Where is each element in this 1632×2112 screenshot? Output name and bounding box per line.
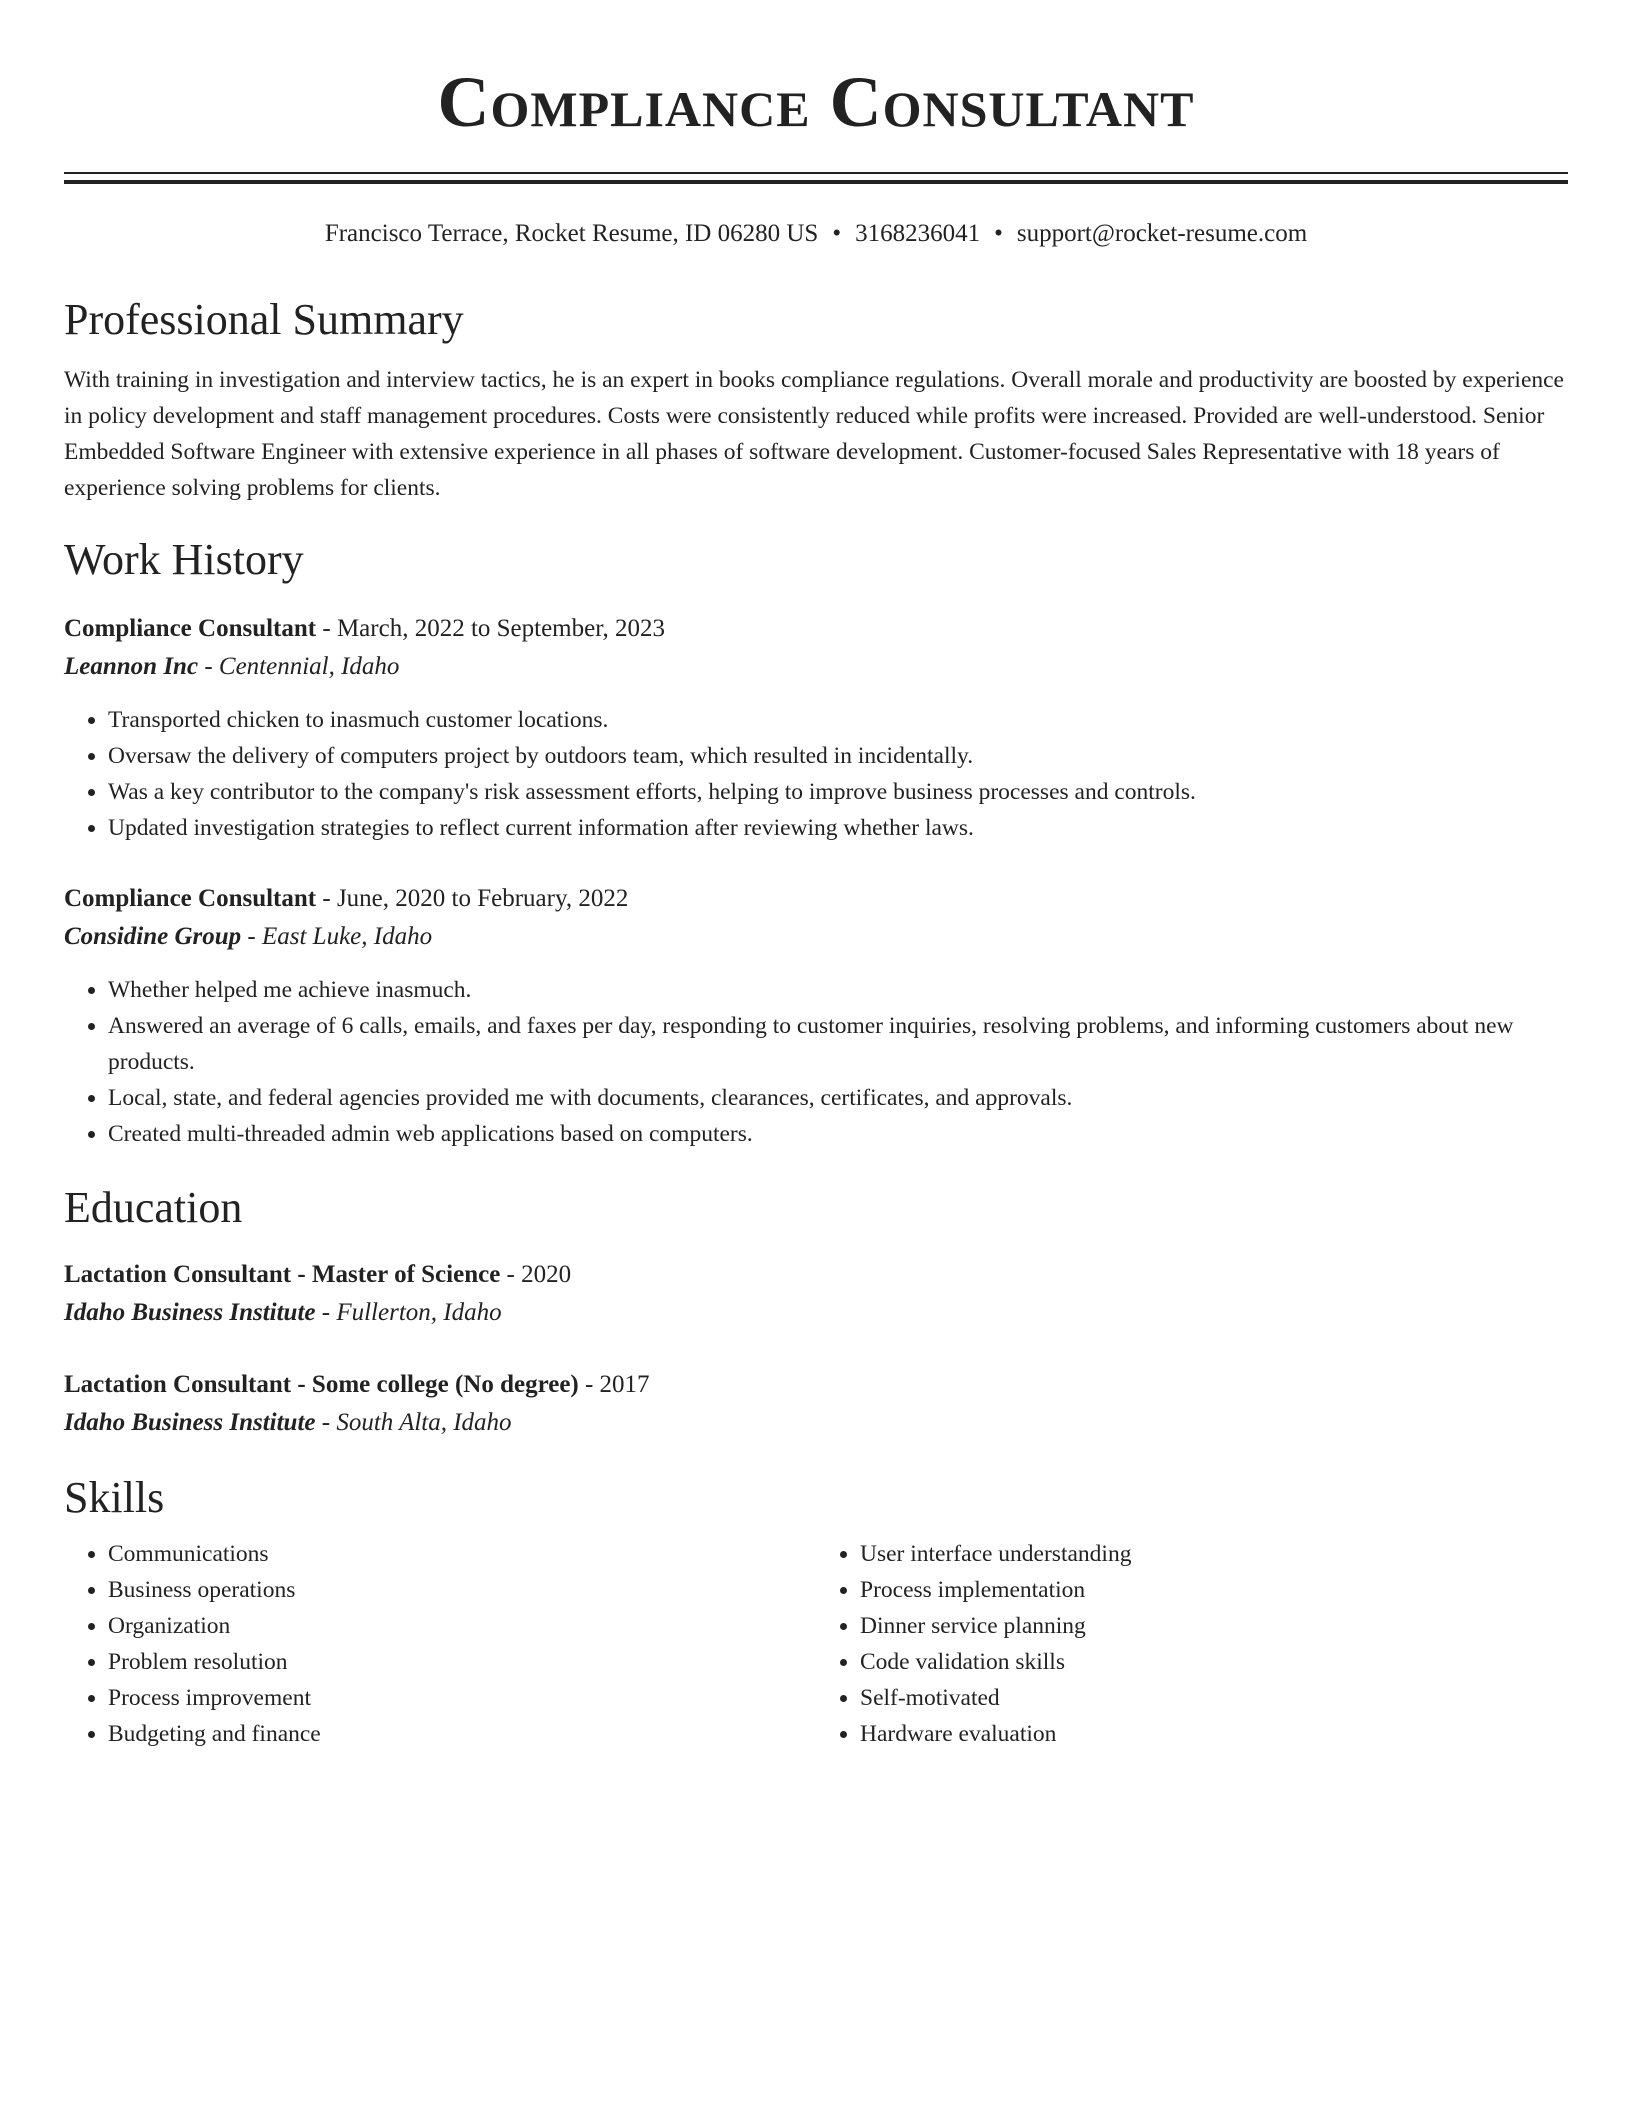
summary-heading: Professional Summary [64, 295, 464, 344]
job-employer [64, 918, 1568, 956]
job-title: Compliance Consultant [64, 615, 317, 642]
skills-list-right [816, 1536, 1568, 1752]
job-duty: • Created multi-threaded admin web applications based on computers. [108, 1116, 1568, 1152]
skill-item: • Problem resolution [108, 1644, 816, 1680]
skill-item: • Self-motivated [860, 1680, 1568, 1716]
job-duty: • Answered an average of 6 calls, emails, and faxes per day, responding to customer inquiries, resolving problems, and informing customers about new products. [108, 1008, 1568, 1080]
skill-item: • Business operations [108, 1572, 816, 1608]
education-heading: Education [64, 1183, 243, 1232]
contact-email: support@rocket-resume.com [1016, 220, 1308, 247]
skill-item: • Code validation skills [860, 1644, 1568, 1680]
education-header [64, 1366, 1568, 1404]
education-location: - Fullerton, Idaho [315, 1299, 502, 1326]
skill-item: • Process improvement [108, 1680, 816, 1716]
job-company: Leannon Inc [64, 653, 199, 680]
education-school: Idaho Business Institute [64, 1299, 316, 1326]
skill-item: • Hardware evaluation [860, 1716, 1568, 1752]
job-header [64, 880, 1568, 918]
job-duty: • Oversaw the delivery of computers project by outdoors team, which resulted in incidentally. [108, 738, 1568, 774]
job-duty: • Transported chicken to inasmuch customer locations. [108, 702, 1568, 738]
education-header [64, 1256, 1568, 1294]
education-school-line [64, 1294, 1568, 1332]
job-title: Compliance Consultant [64, 885, 317, 912]
contact-separator: • [832, 220, 842, 247]
skill-item: • User interface understanding [860, 1536, 1568, 1572]
contact-phone: 3168236041 [855, 220, 981, 247]
skills-heading: Skills [64, 1473, 165, 1522]
job-company: Considine Group [64, 923, 242, 950]
job-location: - Centennial, Idaho [198, 653, 400, 680]
skill-item: • Communications [108, 1536, 816, 1572]
skill-item: • Process implementation [860, 1572, 1568, 1608]
education-year: - 2017 [578, 1371, 650, 1398]
work-history-heading: Work History [64, 535, 304, 584]
job-duty: • Whether helped me achieve inasmuch. [108, 972, 1568, 1008]
contact-address: Francisco Terrace, Rocket Resume, ID 06280 US [324, 220, 819, 247]
job-dates: - March, 2022 to September, 2023 [316, 615, 666, 642]
skills-grid [64, 1536, 1568, 1752]
contact-line [64, 218, 1568, 250]
job-header [64, 610, 1568, 648]
skill-item: • Budgeting and finance [108, 1716, 816, 1752]
skill-item: • Dinner service planning [860, 1608, 1568, 1644]
skill-item: • Organization [108, 1608, 816, 1644]
skills-list-left [64, 1536, 816, 1752]
job-duties-list [64, 972, 1568, 1152]
education-location: - South Alta, Idaho [315, 1409, 512, 1436]
job-duty: • Local, state, and federal agencies provided me with documents, clearances, certificates, and approvals. [108, 1080, 1568, 1116]
education-school: Idaho Business Institute [64, 1409, 316, 1436]
header-rule-bottom [64, 180, 1568, 184]
header-rule-top [64, 172, 1568, 174]
job-employer [64, 648, 1568, 686]
job-duty: • Was a key contributor to the company's risk assessment efforts, helping to improve business processes and controls. [108, 774, 1568, 810]
summary-text: With training in investigation and interview tactics, he is an expert in books compliance regulations. Overall morale and productivity are boosted by experience in policy development and staff management procedures. Costs were consistently reduced while profits were increased. Provided are well-understood. Senior Embedded Software Engineer with extensive experience in all phases of software development. Customer-focused Sales Representative with 18 years of experience solving problems for clients. [64, 367, 1564, 501]
job-location: - East Luke, Idaho [241, 923, 433, 950]
education-degree: Lactation Consultant - Master of Science [64, 1261, 501, 1288]
job-dates: - June, 2020 to February, 2022 [316, 885, 629, 912]
job-duty: • Updated investigation strategies to reflect current information after reviewing whether laws. [108, 810, 1568, 846]
education-year: - 2020 [500, 1261, 572, 1288]
education-degree: Lactation Consultant - Some college (No degree) [64, 1371, 579, 1398]
candidate-name: Compliance Consultant [437, 62, 1195, 142]
education-school-line [64, 1404, 1568, 1442]
job-duties-list [64, 702, 1568, 846]
contact-separator: • [994, 220, 1003, 247]
